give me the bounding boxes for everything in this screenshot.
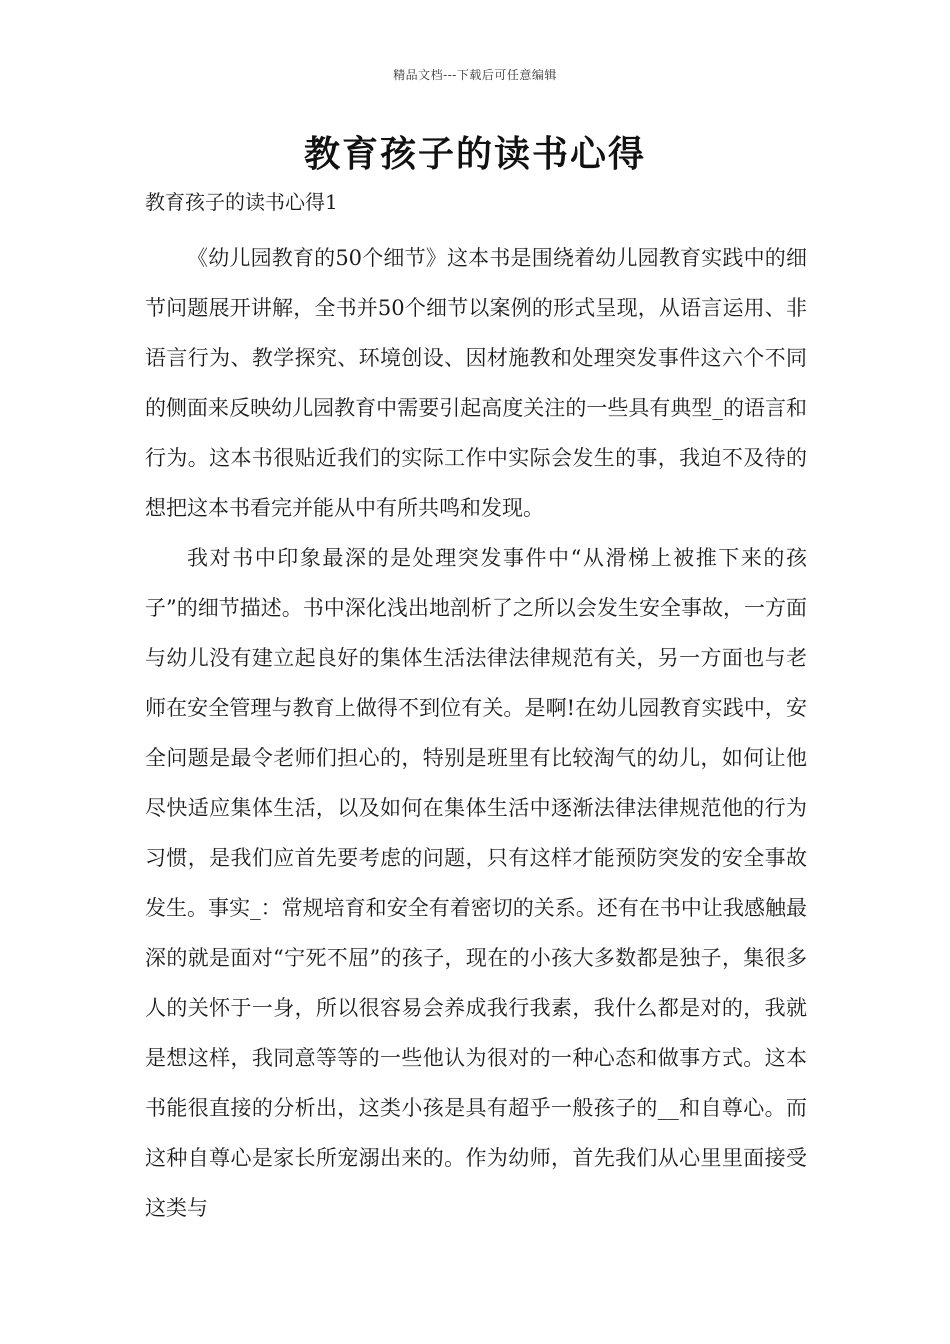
header-note: 精品文档---下载后可任意编辑 <box>393 68 557 82</box>
section-heading: 教育孩子的读书心得1 <box>145 190 338 214</box>
document-title: 教育孩子的读书心得 <box>303 133 646 175</box>
body-text <box>145 233 807 1233</box>
paragraph-2: 我对书中印象最深的是处理突发事件中“从滑梯上被推下来的孩子”的细节描述。书中深化浅出地剖析了之所以会发生安全事故，一方面与幼儿没有建立起良好的集体生活法律法律规范有关，另一方面也与老师在安全管理与教育上做得不到位有关。是啊!在幼儿园教育实践中，安全问题是最令老师们担心的，特别是班里有比较淘气的幼儿，如何让他尽快适应集体生活，以及如何在集体生活中逐渐法律法律规范他的行为习惯，是我们应首先要考虑的问题，只有这样才能预防突发的安全事故发生。事实_：常规培育和安全有着密切的关系。还有在书中让我感触最深的就是面对“宁死不屈”的孩子，现在的小孩大多数都是独子，集很多人的关怀于一身，所以很容易会养成我行我素，我什么都是对的，我就是想这样，我同意等等的一些他认为很对的一种心态和做事方式。这本书能很直接的分析出，这类小孩是具有超乎一般孩子的__和自尊心。而这种自尊心是家长所宠溺出来的。作为幼师，首先我们从心里里面接受这类与 <box>145 546 807 1220</box>
paragraph-1: 《幼儿园教育的50个细节》这本书是围绕着幼儿园教育实践中的细节问题展开讲解，全书并50个细节以案例的形式呈现，从语言运用、非语言行为、教学探究、环境创设、因材施教和处理突发事件这六个不同的侧面来反映幼儿园教育中需要引起高度关注的一些具有典型_的语言和行为。这本书很贴近我们的实际工作中实际会发生的事，我迫不及待的想把这本书看完并能从中有所共鸣和发现。 <box>145 246 807 520</box>
